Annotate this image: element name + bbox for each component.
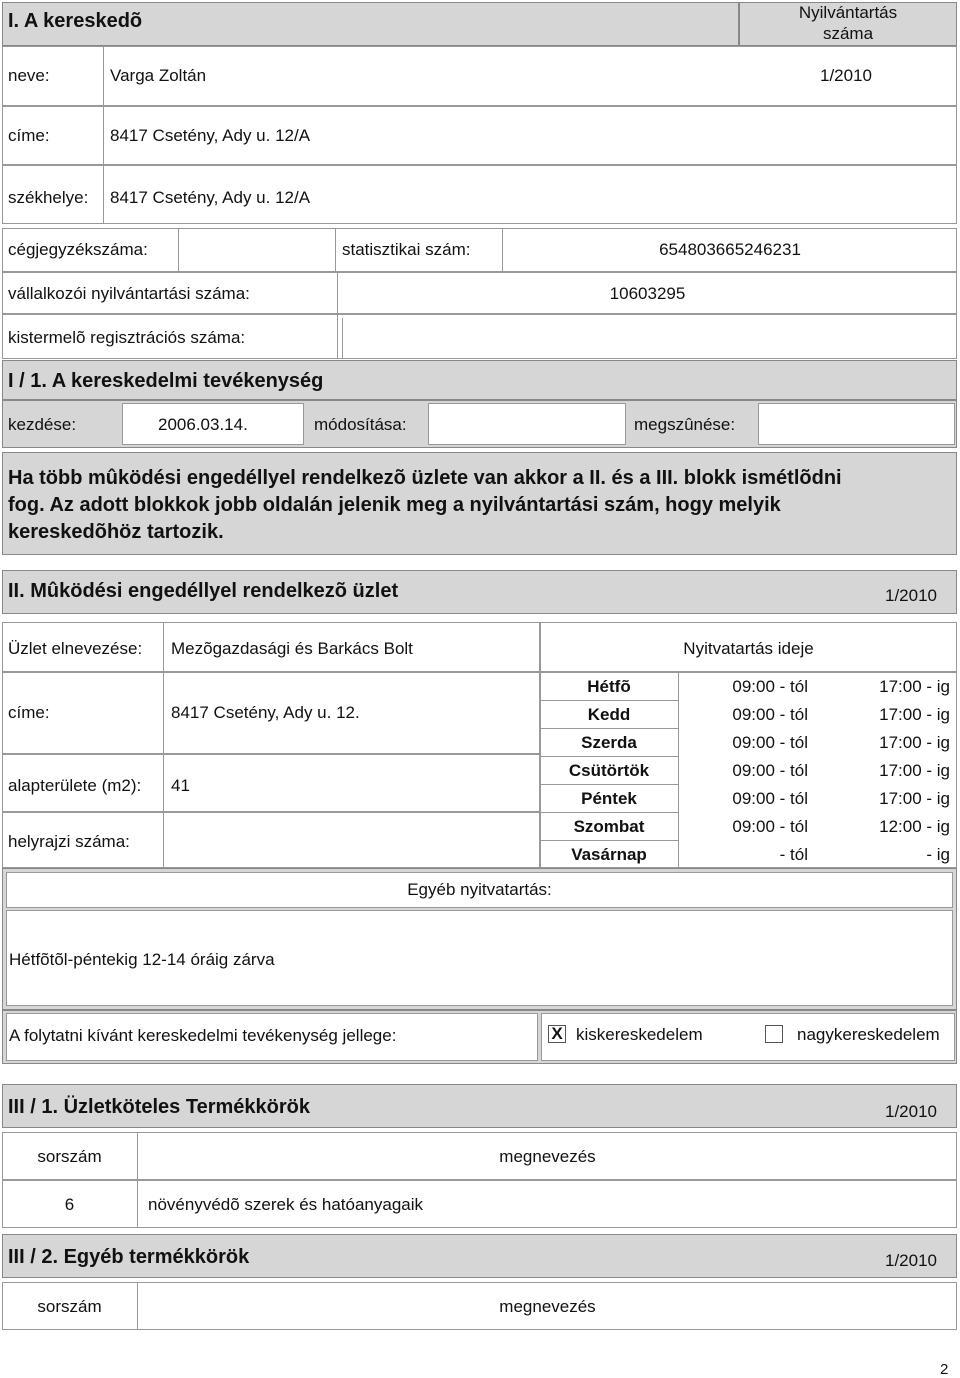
notice-line-2: fog. Az adott blokkok jobb oldalán jelenik meg a nyilvántartási szám, hogy melyik xyxy=(8,494,781,516)
reg-number-label-line2: száma xyxy=(822,24,874,43)
section1-title: I. A kereskedõ xyxy=(8,10,143,32)
stat-number-value: 654803665246231 xyxy=(659,240,801,259)
address-label: címe: xyxy=(8,126,50,145)
opening-hours-label: Nyitvatartás ideje xyxy=(683,639,814,658)
row-number: 6 xyxy=(64,1195,75,1214)
section2-title: II. Mûködési engedéllyel rendelkezõ üzlet xyxy=(8,580,399,602)
shop-parcel-label: helyrajzi száma: xyxy=(8,832,130,851)
thursday-from: 09:00 - tól xyxy=(732,761,808,780)
shop-address-label: címe: xyxy=(8,703,50,722)
friday-to: 17:00 - ig xyxy=(879,789,950,808)
thursday-to: 17:00 - ig xyxy=(879,761,950,780)
seat-label: székhelye: xyxy=(8,188,89,207)
shop-area-label: alapterülete (m2): xyxy=(8,776,142,795)
section3-2-title: III / 2. Egyéb termékkörök xyxy=(8,1246,250,1268)
day-tuesday: Kedd xyxy=(587,705,631,724)
page-number: 2 xyxy=(940,1361,949,1378)
shop-address-value: 8417 Csetény, Ady u. 12. xyxy=(171,703,360,722)
section3-2-reg-number: 1/2010 xyxy=(885,1251,937,1270)
seat-value: 8417 Csetény, Ady u. 12/A xyxy=(110,188,311,207)
activity-type-label: A folytatni kívánt kereskedelmi tevékenység jellege: xyxy=(9,1026,397,1045)
day-thursday: Csütörtök xyxy=(568,761,650,780)
other-hours-label: Egyéb nyitvatartás: xyxy=(407,880,552,899)
day-friday: Péntek xyxy=(581,789,637,808)
entrepreneur-value: 10603295 xyxy=(609,284,686,303)
day-wednesday: Szerda xyxy=(581,733,637,752)
saturday-to: 12:00 - ig xyxy=(879,817,950,836)
section3-1-reg-number: 1/2010 xyxy=(885,1102,937,1121)
start-label: kezdése: xyxy=(8,415,77,434)
notice-line-1: Ha több mûködési engedéllyel rendelkezõ üzlete van akkor a II. és a III. blokk ismétlõdni xyxy=(8,467,842,489)
section3-1-col-name: megnevezés xyxy=(499,1147,596,1166)
section3-2-col-number: sorszám xyxy=(37,1297,102,1316)
monday-to: 17:00 - ig xyxy=(879,677,950,696)
smallholder-label: kistermelõ regisztrációs száma: xyxy=(8,328,246,347)
reg-number-value: 1/2010 xyxy=(820,66,872,85)
notice-line-3: kereskedõhöz tartozik. xyxy=(8,521,224,543)
company-reg-label: cégjegyzékszáma: xyxy=(8,240,148,259)
day-monday: Hétfõ xyxy=(587,677,631,696)
wholesale-checkbox[interactable] xyxy=(765,1025,783,1043)
retail-checkbox[interactable]: X xyxy=(548,1025,566,1043)
friday-from: 09:00 - tól xyxy=(732,789,808,808)
entrepreneur-label: vállalkozói nyilvántartási száma: xyxy=(8,284,250,303)
shop-name-value: Mezõgazdasági és Barkács Bolt xyxy=(171,639,413,658)
name-label: neve: xyxy=(8,66,50,85)
monday-from: 09:00 - tól xyxy=(732,677,808,696)
saturday-from: 09:00 - tól xyxy=(732,817,808,836)
end-label: megszûnése: xyxy=(634,415,736,434)
shop-area-value: 41 xyxy=(171,776,190,795)
retail-label: kiskereskedelem xyxy=(576,1025,703,1044)
section1-1-title: I / 1. A kereskedelmi tevékenység xyxy=(8,370,324,392)
section2-reg-number: 1/2010 xyxy=(885,586,937,605)
section3-2-col-name: megnevezés xyxy=(499,1297,596,1316)
modify-date-box xyxy=(428,403,626,445)
table-row xyxy=(2,1180,957,1228)
wednesday-from: 09:00 - tól xyxy=(732,733,808,752)
section3-1-title: III / 1. Üzletköteles Termékkörök xyxy=(8,1096,310,1118)
section3-1-col-number: sorszám xyxy=(37,1147,102,1166)
shop-name-label: Üzlet elnevezése: xyxy=(8,639,143,658)
sunday-to: - ig xyxy=(926,845,950,864)
stat-number-label: statisztikai szám: xyxy=(342,240,471,259)
day-saturday: Szombat xyxy=(573,817,645,836)
sunday-from: - tól xyxy=(779,845,808,864)
row-name: növényvédõ szerek és hatóanyagaik xyxy=(148,1195,424,1214)
tuesday-to: 17:00 - ig xyxy=(879,705,950,724)
modify-label: módosítása: xyxy=(314,415,407,434)
day-sunday: Vasárnap xyxy=(571,845,647,864)
reg-number-label-line1: Nyilvántartás xyxy=(798,3,898,22)
tuesday-from: 09:00 - tól xyxy=(732,705,808,724)
address-value: 8417 Csetény, Ady u. 12/A xyxy=(110,126,311,145)
start-value: 2006.03.14. xyxy=(158,415,248,434)
name-value: Varga Zoltán xyxy=(110,66,207,85)
wednesday-to: 17:00 - ig xyxy=(879,733,950,752)
other-hours-value: Hétfõtõl-péntekig 12-14 óráig zárva xyxy=(9,950,275,969)
end-date-box xyxy=(758,403,955,445)
wholesale-label: nagykereskedelem xyxy=(797,1025,940,1044)
